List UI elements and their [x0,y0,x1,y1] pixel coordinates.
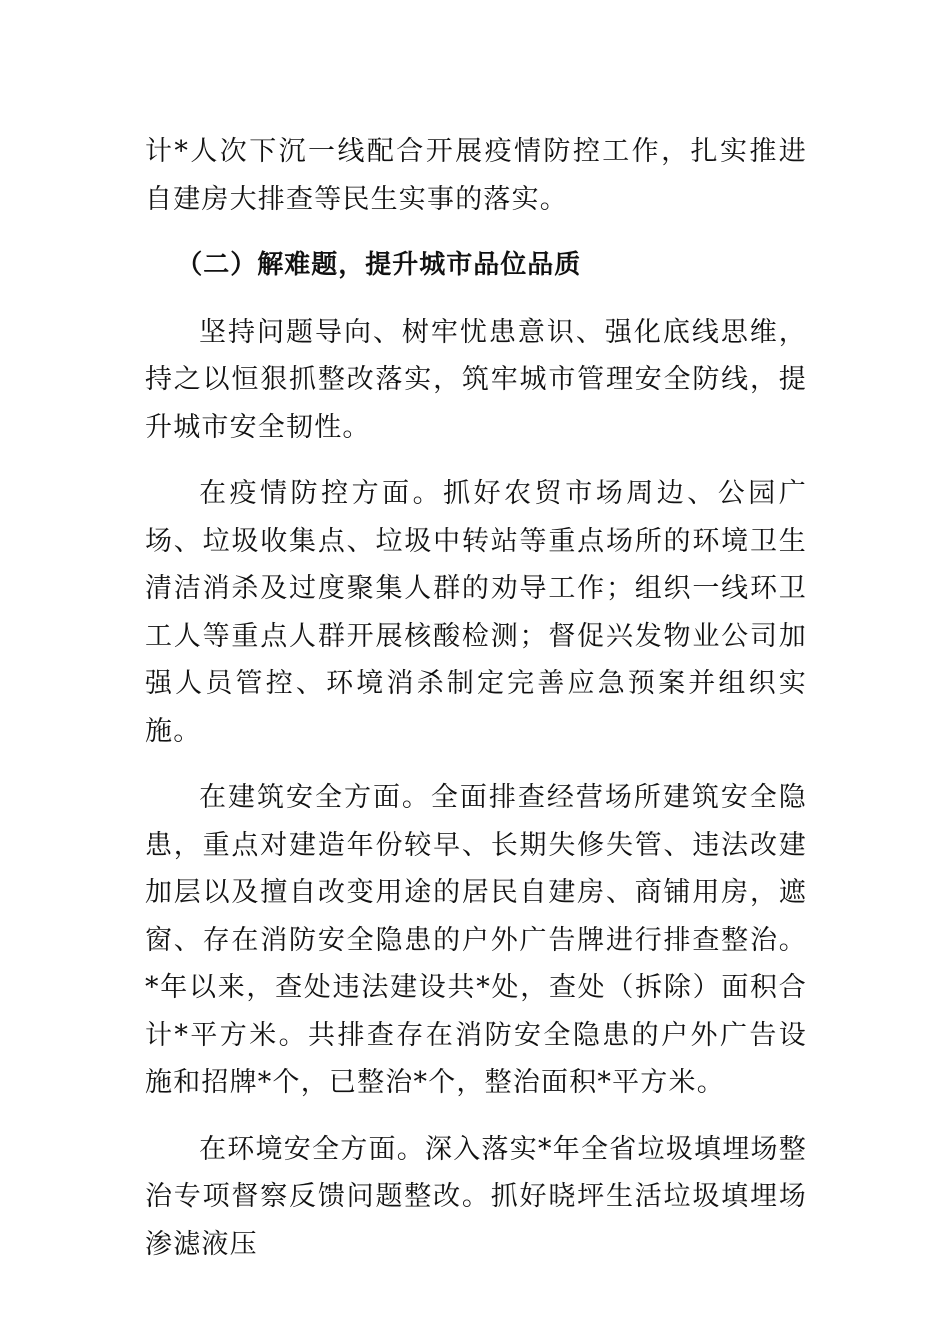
paragraph-epidemic-control: 在疫情防控方面。抓好农贸市场周边、公园广场、垃圾收集点、垃圾中转站等重点场所的环境卫生清洁消杀及过度聚集人群的劝导工作；组织一线环卫工人等重点人群开展核酸检测；督促兴发物业公司加强人员管控、环境消杀制定完善应急预案并组织实施。 [145,478,807,747]
document-body [145,128,807,1287]
section-heading: （二）解难题，提升城市品位品质 [176,250,582,280]
paragraph-intro: 坚持问题导向、树牢忧患意识、强化底线思维，持之以恒狠抓整改落实，筑牢城市管理安全防线，提升城市安全韧性。 [145,316,807,443]
paragraph-continuation: 计*人次下沉一线配合开展疫情防控工作，扎实推进自建房大排查等民生实事的落实。 [145,136,807,215]
paragraph-environment-safety: 在环境安全方面。深入落实*年全省垃圾填埋场整治专项督察反馈问题整改。抓好晓坪生活垃圾填埋场渗滤液压 [145,1133,807,1260]
paragraph-building-safety: 在建筑安全方面。全面排查经营场所建筑安全隐患，重点对建造年份较早、长期失修失管、违法改建加层以及擅自改变用途的居民自建房、商铺用房，遮窗、存在消防安全隐患的户外广告牌进行排查整治。*年以来，查处违法建设共*处，查处（拆除）面积合计*平方米。共排查存在消防安全隐患的户外广告设施和招牌*个，已整治*个，整治面积*平方米。 [145,782,807,1098]
